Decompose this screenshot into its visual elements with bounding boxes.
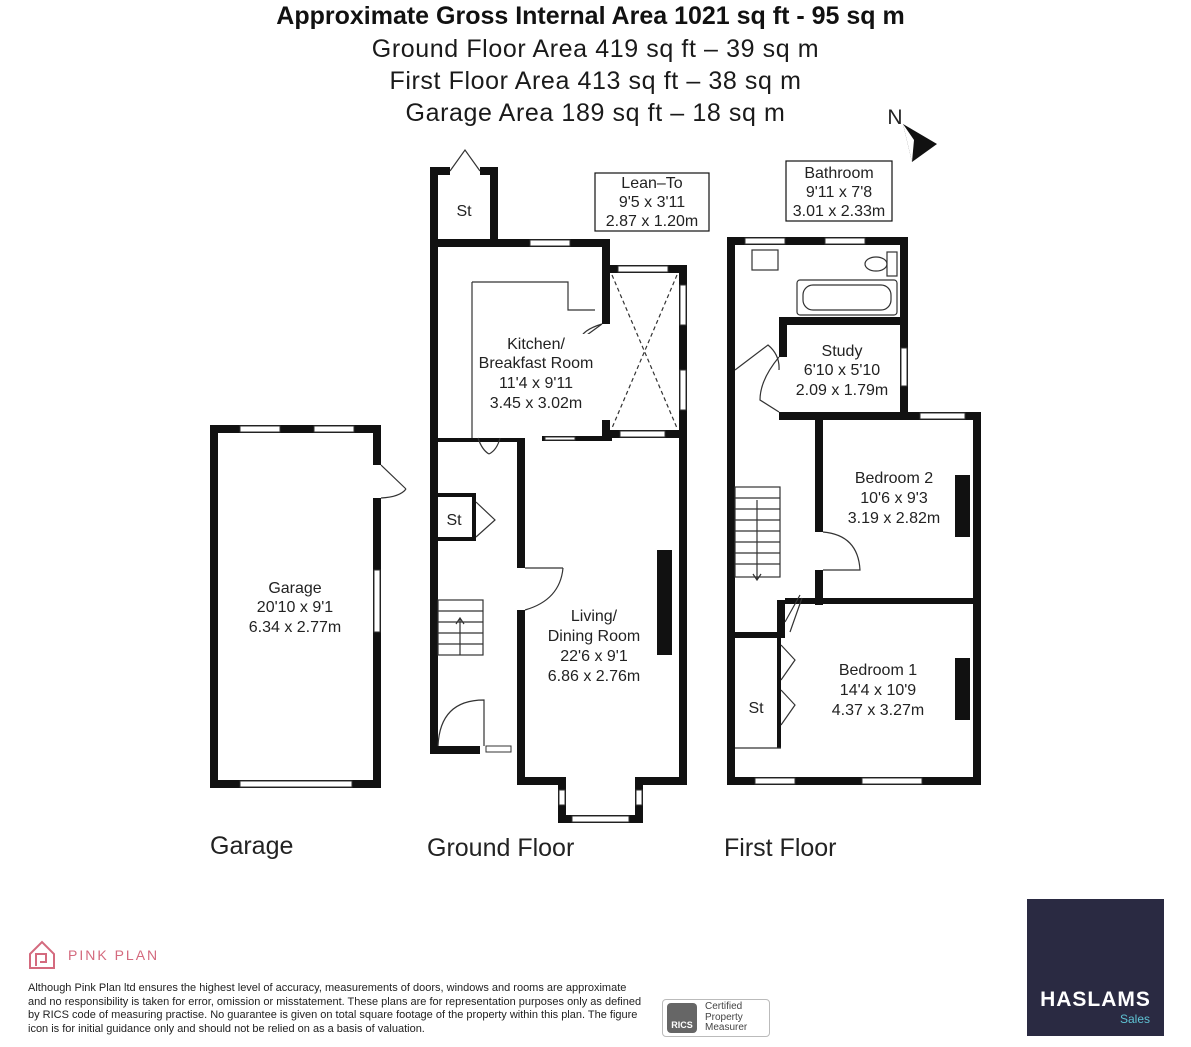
agent-name: HASLAMS	[1040, 988, 1151, 1011]
study-name: Study	[821, 343, 863, 360]
gross-area-title: Approximate Gross Internal Area 1021 sq ft - 95 sq m	[276, 2, 905, 30]
store-hall-label: St	[446, 512, 462, 529]
leanto-imperial: 9'5 x 3'11	[618, 194, 686, 211]
leanto-name: Lean–To	[621, 175, 683, 192]
living-name-1: Living/	[570, 608, 618, 625]
compass-label: N	[887, 106, 903, 129]
kitchen-imperial: 11'4 x 9'11	[498, 375, 574, 392]
agent-logo	[1027, 899, 1164, 1036]
garage-area: Garage Area 189 sq ft – 18 sq m	[405, 99, 786, 127]
ground-floor-area: Ground Floor Area 419 sq ft – 39 sq m	[371, 35, 820, 63]
kitchen-metric: 3.45 x 3.02m	[489, 395, 583, 412]
bedroom2-imperial: 10'6 x 9'3	[860, 490, 928, 507]
bathroom-name: Bathroom	[804, 165, 874, 182]
kitchen-name-1: Kitchen/	[507, 336, 565, 353]
kitchen-name-2: Breakfast Room	[478, 355, 594, 372]
bedroom2-name: Bedroom 2	[854, 470, 934, 487]
bedroom1-imperial: 14'4 x 10'9	[839, 682, 917, 699]
floor-caption-garage: Garage	[210, 832, 294, 860]
bedroom1-metric: 4.37 x 3.27m	[831, 702, 925, 719]
garage-metric: 6.34 x 2.77m	[248, 619, 342, 636]
bedroom1-label	[832, 662, 925, 719]
garage-label	[249, 580, 342, 636]
bathroom-imperial: 9'11 x 7'8	[805, 184, 873, 201]
study-metric: 2.09 x 1.79m	[795, 382, 889, 399]
rics-badge	[662, 999, 770, 1037]
leanto-label	[595, 173, 709, 231]
pink-plan-brand: PINK PLAN	[68, 947, 160, 963]
rics-text	[705, 1002, 747, 1034]
rics-logo-icon: RICS	[667, 1003, 697, 1033]
store-bed-label: St	[748, 700, 764, 717]
living-metric: 6.86 x 2.76m	[547, 668, 641, 685]
bedroom1-name: Bedroom 1	[838, 662, 918, 679]
rics-line-2: Property	[705, 1011, 743, 1023]
garage-name: Garage	[268, 580, 322, 597]
bathroom-label	[786, 161, 892, 221]
study-label	[796, 343, 889, 399]
living-label	[548, 608, 641, 685]
bedroom2-metric: 3.19 x 2.82m	[847, 510, 941, 527]
store-top-label: St	[456, 203, 472, 220]
floor-caption-first: First Floor	[724, 834, 837, 862]
ground-floor-plan	[430, 150, 687, 823]
floor-caption-ground: Ground Floor	[427, 834, 575, 862]
agent-sub: Sales	[1119, 1012, 1150, 1026]
rics-line-1: Certified	[705, 1001, 743, 1012]
rics-line-3: Measurer	[705, 1022, 748, 1033]
leanto-metric: 2.87 x 1.20m	[605, 213, 699, 230]
first-floor-area: First Floor Area 413 sq ft – 38 sq m	[389, 67, 802, 95]
pink-plan-logo-icon	[30, 942, 54, 968]
bathroom-metric: 3.01 x 2.33m	[792, 203, 886, 220]
living-imperial: 22'6 x 9'1	[560, 648, 628, 665]
north-compass-icon	[887, 106, 937, 162]
study-imperial: 6'10 x 5'10	[803, 362, 881, 379]
bedroom2-label	[848, 470, 941, 527]
kitchen-label	[473, 334, 601, 412]
disclaimer-text: Although Pink Plan ltd ensures the highest level of accuracy, measurements of doors, windows and rooms are approximate and no responsibility is taken for error, omission or misstatement. These plans are for representation purposes only as defined by RICS code of measuring practise. No guarantee is given on total square footage of the property within this plan. The figure icon is for initial guidance only and should not be relied on as a basis of valuation.	[28, 982, 642, 1035]
living-name-2: Dining Room	[547, 628, 641, 645]
garage-imperial: 20'10 x 9'1	[256, 599, 334, 616]
